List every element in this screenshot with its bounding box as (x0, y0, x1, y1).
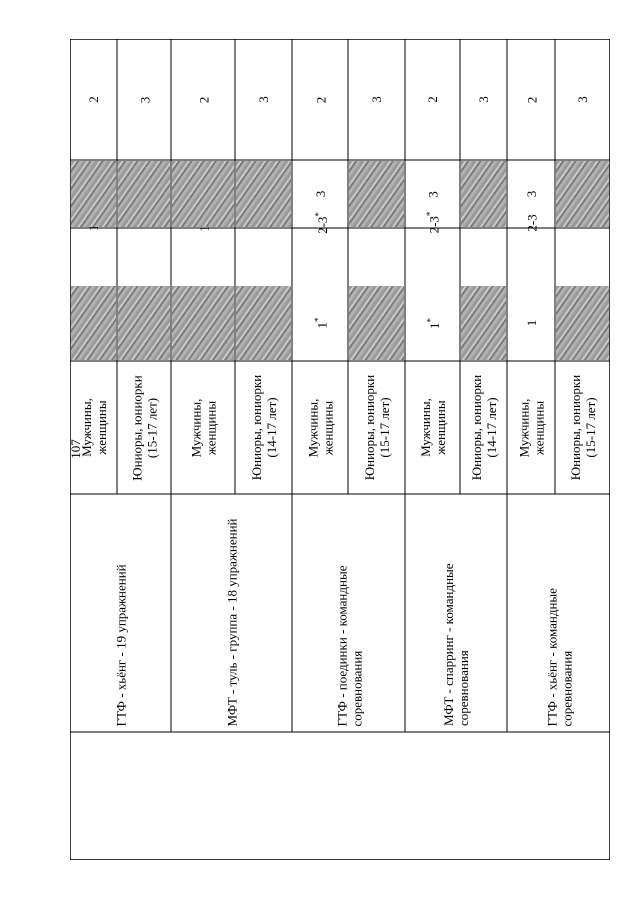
age-group-cell (173, 365, 233, 490)
shaded-cell (461, 161, 506, 227)
score-cell (407, 43, 458, 156)
score-cell (72, 43, 115, 156)
discipline-cell-2-line: ГТФ - поединки - командные (333, 565, 349, 726)
age-group-cell-line: Мужчины, (417, 398, 433, 457)
value-cell (509, 289, 553, 357)
value-cell (509, 164, 553, 224)
shaded-cell (118, 161, 170, 227)
score-cell (237, 43, 290, 156)
value-cell-line: 1 (523, 319, 539, 327)
shaded-cell (118, 286, 170, 360)
age-group-cell (72, 365, 115, 490)
age-group-cell-line: Юниоры, юниорки (468, 374, 484, 481)
score-cell-line: 2 (86, 96, 101, 103)
value-cell-line: 3 (312, 190, 328, 198)
score-cell-line: 3 (136, 96, 152, 103)
discipline-cell-1 (174, 500, 289, 726)
value-cell (294, 164, 346, 224)
age-group-cell-line: Мужчины, (188, 398, 203, 457)
age-group-cell-line: (14-17 лет) (263, 397, 279, 458)
age-group-cell-line: женщины (432, 400, 448, 455)
score-cell-line: 3 (575, 96, 590, 103)
age-group-cell-line: Юниоры, юниорки (361, 374, 377, 481)
score-cell (294, 43, 346, 156)
value-cell-line: 2-3 (523, 213, 539, 232)
age-group-cell-line: (14-17 лет) (483, 397, 499, 458)
score-cell-line: 3 (476, 96, 491, 103)
shaded-cell (349, 161, 404, 227)
data-table (70, 39, 610, 860)
discipline-cell-3-line: соревнования (456, 650, 471, 726)
discipline-cell-0 (73, 500, 168, 726)
discipline-cell-4 (510, 500, 607, 726)
discipline-cell-1-line: МФТ - туль - группа - 18 упражнений (224, 517, 239, 726)
value-cell-line: 2-3* (425, 211, 442, 234)
value-cell (294, 289, 346, 357)
discipline-cell-4-line: ГТФ - хьёнг - командные (543, 587, 559, 726)
score-cell-line: 3 (369, 96, 384, 103)
score-cell (173, 43, 233, 156)
age-group-cell (237, 365, 290, 490)
discipline-cell-3-line: МФТ - спарринг - командные (441, 563, 456, 726)
discipline-cell-0-line: ГТФ - хьёнг - 19 упражнений (113, 563, 128, 726)
age-group-cell-line: Мужчины, (305, 398, 320, 457)
age-group-cell-line: женщины (203, 400, 218, 455)
age-group-cell-line: женщины (93, 400, 109, 455)
score-cell-line: 2 (425, 96, 440, 103)
discipline-cell-2 (295, 500, 402, 726)
shaded-cell (556, 161, 609, 227)
shaded-cell (236, 161, 291, 227)
value-cell-line: 1* (312, 317, 330, 329)
shaded-cell (349, 286, 404, 360)
age-group-cell-line: Мужчины, (516, 398, 531, 457)
age-group-cell-line: Юниоры, юниорки (248, 374, 264, 481)
shaded-cell (71, 286, 116, 360)
score-cell-line: 3 (256, 96, 271, 103)
value-cell (407, 164, 458, 224)
age-group-cell (557, 365, 608, 490)
shaded-cell (556, 286, 609, 360)
discipline-cell-3 (408, 500, 504, 726)
score-cell (509, 43, 553, 156)
value-cell-line: 1* (425, 317, 442, 329)
age-group-cell-line: (15-17 лет) (376, 397, 392, 458)
score-cell (557, 43, 608, 156)
value-cell-line: 3 (523, 190, 539, 198)
value-cell-line: 3 (425, 190, 440, 198)
score-cell-line: 2 (195, 96, 211, 103)
shaded-cell (461, 286, 506, 360)
age-group-cell-line: женщины (531, 400, 546, 455)
age-group-cell-line: (15-17 лет) (582, 397, 598, 458)
score-cell (462, 43, 505, 156)
discipline-cell-2-line: соревнования (348, 650, 364, 726)
age-group-cell-line: женщины (320, 400, 335, 455)
value-cell (407, 289, 458, 357)
page-number: 107 (68, 439, 83, 459)
score-cell-line: 2 (523, 96, 539, 103)
age-group-cell-line: (15-17 лет) (144, 397, 159, 458)
age-group-cell-line: Юниоры, юниорки (567, 374, 583, 481)
score-cell (350, 43, 403, 156)
age-group-cell (509, 365, 553, 490)
shaded-cell (71, 161, 116, 227)
age-group-cell (462, 365, 505, 490)
score-cell (119, 43, 169, 156)
score-cell-line: 2 (312, 96, 328, 103)
age-group-cell (119, 365, 169, 490)
age-group-cell-line: Юниоры, юниорки (129, 374, 144, 481)
age-group-cell (294, 365, 346, 490)
age-group-cell (350, 365, 403, 490)
shaded-cell (236, 286, 291, 360)
age-group-cell-line: Мужчины, (78, 398, 94, 457)
shaded-cell (172, 161, 234, 227)
age-group-cell (407, 365, 458, 490)
value-cell-line: 2-3* (312, 211, 330, 234)
discipline-cell-4-line: соревнования (558, 650, 574, 726)
shaded-cell (172, 286, 234, 360)
